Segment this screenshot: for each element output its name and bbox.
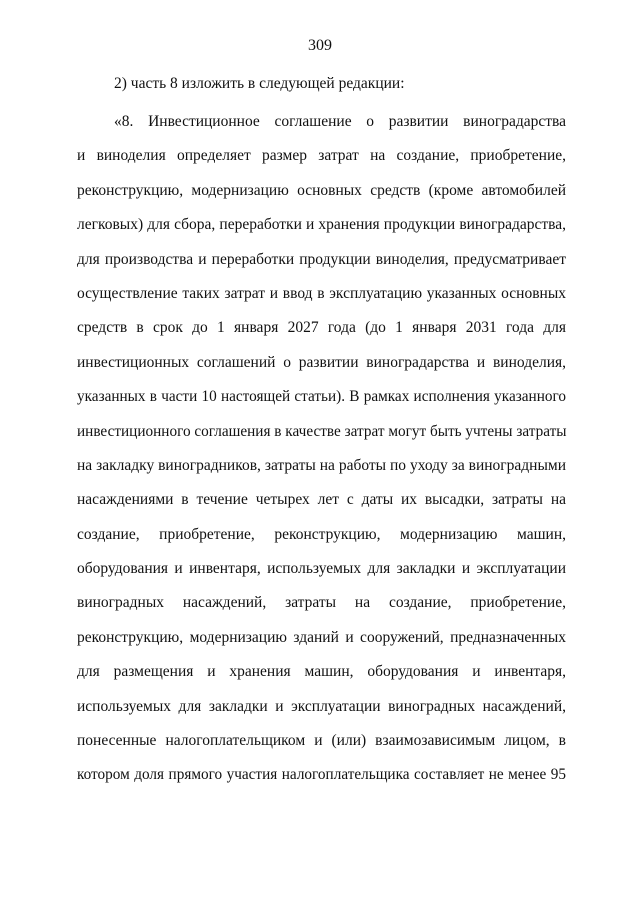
text-line: реконструкцию, модернизацию основных средств (кроме автомобилей (77, 181, 566, 199)
text-line: инвестиционного соглашения в качестве затрат могут быть учтены затраты (77, 422, 567, 440)
text-line: котором доля прямого участия налогоплательщика составляет не менее 95 (77, 766, 566, 784)
text-line: насаждениями в течение четырех лет с даты их высадки, затраты на (77, 491, 566, 509)
text-line: оборудования и инвентаря, используемых для закладки и эксплуатации (77, 560, 566, 578)
text-line: «8. Инвестиционное соглашение о развитии виноградарства (114, 113, 566, 130)
text-line: инвестиционных соглашений о развитии виноградарства и виноделия, (77, 353, 566, 371)
text-line: создание, приобретение, реконструкцию, модернизацию машин, (77, 525, 566, 543)
text-line: понесенные налогоплательщиком и (или) взаимозависимым лицом, в (77, 732, 566, 750)
text-line: и виноделия определяет размер затрат на создание, приобретение, (77, 147, 566, 165)
text-line: для производства и переработки продукции виноделия, предусматривает (77, 250, 566, 268)
text-line: указанных в части 10 настоящей статьи). В рамках исполнения указанного (77, 388, 566, 406)
text-line: осуществление таких затрат и ввод в эксплуатацию указанных основных (77, 284, 566, 302)
text-line: для размещения и хранения машин, оборудования и инвентаря, (77, 663, 566, 681)
amendment-text (77, 112, 566, 800)
text-line: виноградных насаждений, затраты на создание, приобретение, (77, 594, 566, 612)
amendment-intro: 2) часть 8 изложить в следующей редакции: (114, 75, 405, 92)
text-line: используемых для закладки и эксплуатации виноградных насаждений, (77, 697, 566, 715)
text-line: реконструкцию, модернизацию зданий и сооружений, предназначенных (77, 628, 566, 646)
text-line: легковых) для сбора, переработки и хранения продукции виноградарства, (77, 216, 566, 234)
text-line: средств в срок до 1 января 2027 года (до 1 января 2031 года для (77, 319, 566, 337)
page-number: 309 (308, 37, 332, 54)
text-line: на закладку виноградников, затраты на работы по уходу за виноградными (77, 456, 566, 474)
